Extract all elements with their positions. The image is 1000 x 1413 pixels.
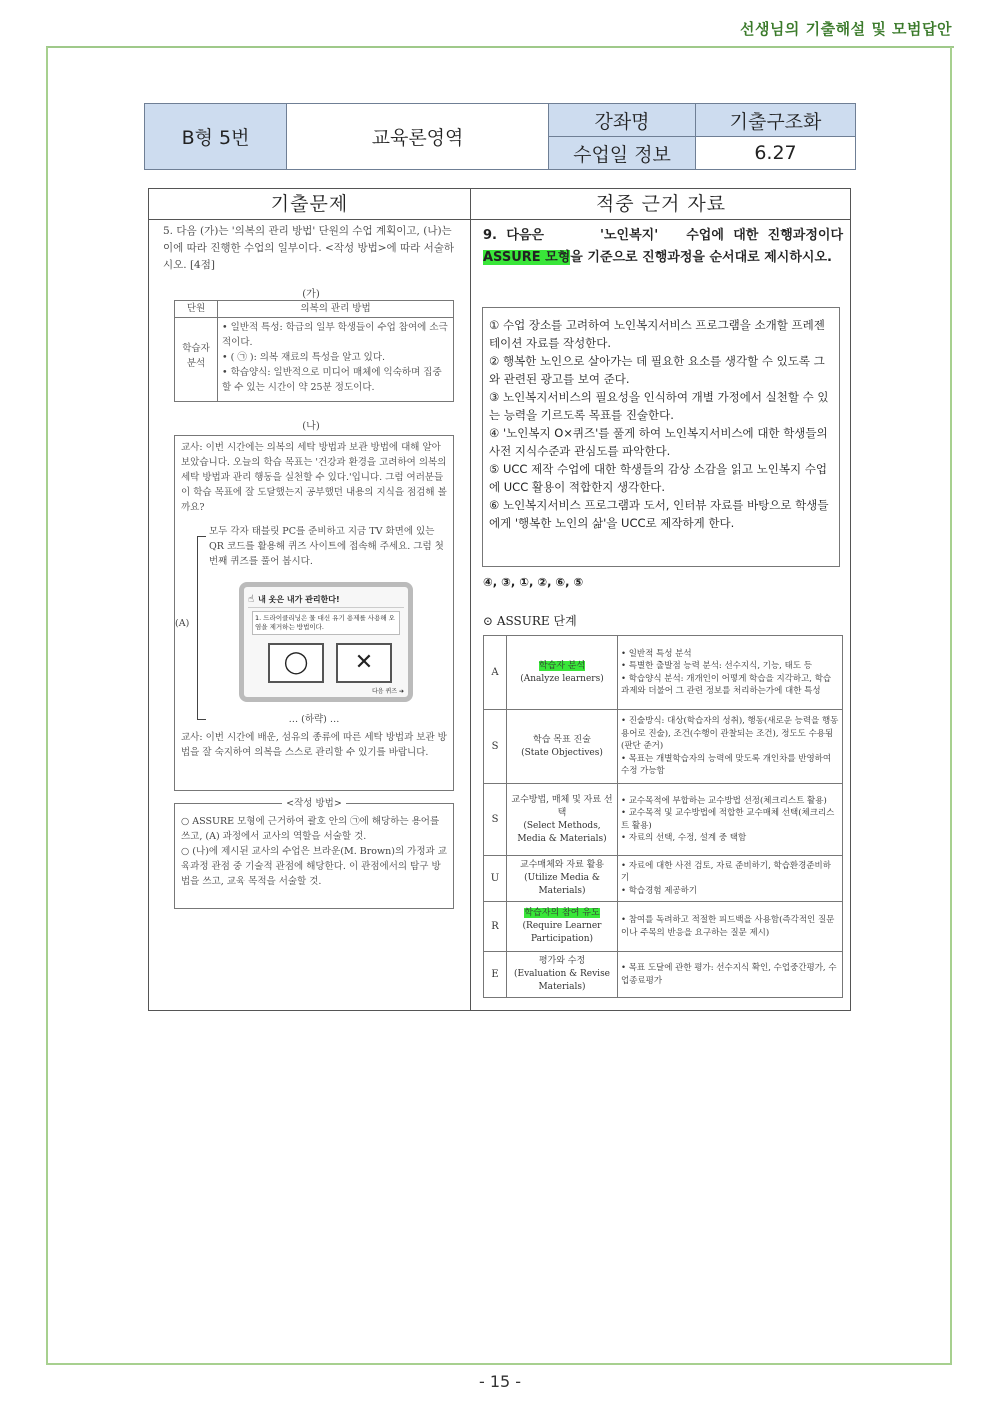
- learner-analysis-header: 학습자 분석: [182, 343, 210, 369]
- assure-letter: E: [484, 952, 507, 998]
- assure-step-english: (Select Methods, Media & Materials): [517, 820, 607, 844]
- assure-step-name: [507, 952, 618, 998]
- assure-step-description: • 일반적 특성 분석 • 특별한 출발점 능력 분석: 선수지식, 기능, 태도 등 • 학습양식 분석: 개개인이 어떻게 학습을 지각하고, 학습과제와 더불어 그 관련 정보를 처리하는가에 대한 특성: [618, 636, 843, 710]
- assure-step-name: [507, 636, 618, 710]
- question-9: [483, 225, 843, 269]
- exam-question-heading: 기출문제: [149, 189, 470, 220]
- assure-step-name: [507, 902, 618, 952]
- assure-row: [484, 952, 843, 998]
- assure-letter: S: [484, 784, 507, 856]
- unit-header: 단원: [175, 301, 218, 318]
- options-box: [482, 307, 840, 567]
- quiz-title-bar: [248, 591, 404, 608]
- date-value: 6.27: [696, 137, 856, 170]
- assure-title: ⊙ ASSURE 단계: [483, 614, 577, 628]
- section-ga-label: (가): [302, 289, 320, 300]
- learner-item: • 일반적 특성: 학급의 일부 학생들이 수업 참여에 소극적이다.: [222, 322, 448, 348]
- assure-step-description: • 진술방식: 대상(학습자의 성취), 행동(새로운 능력을 행동용어로 진술), 조건(수행이 관찰되는 조건), 정도도 수용됨(판단 준거) • 목표는 개별학습자의 능력에 맞도록 개인차를 반영하여 수정 가능함: [618, 710, 843, 784]
- option-item: ④ '노인복지 O×퀴즈'를 풀게 하여 노인복지서비스에 대한 학생들의 사전 지식수준과 관심도를 파악한다.: [489, 426, 828, 458]
- assure-step-description: • 자료에 대한 사전 검토, 자료 준비하기, 학습환경준비하기 • 학습경험 제공하기: [618, 856, 843, 902]
- a-label: (A): [175, 618, 190, 629]
- learner-item: • ( ㉠ ): 의복 재료의 특성을 알고 있다.: [222, 352, 386, 363]
- option-item: ② 행복한 노인으로 살아가는 데 필요한 요소를 생각할 수 있도록 그와 관련된 광고를 보여 준다.: [489, 354, 825, 386]
- assure-row: [484, 636, 843, 710]
- tablet-quiz-screen: [239, 582, 413, 702]
- option-item: ① 수업 장소를 고려하여 노인복지서비스 프로그램을 소개할 프레젠테이션 자료를 작성한다.: [489, 318, 825, 350]
- q9-topic: '노인복지': [600, 228, 659, 243]
- assure-step-english: (Analyze learners): [520, 673, 604, 684]
- assure-row: [484, 856, 843, 902]
- learner-item: • 학습양식: 일반적으로 미디어 매체에 익숙하며 집중할 수 있는 시간이 약 25분 정도이다.: [222, 367, 442, 393]
- q9-number: 9. 다음은: [483, 228, 544, 243]
- writing-method-box: [174, 798, 454, 909]
- option-item: ⑥ 노인복지서비스 프로그램과 도서, 인터뷰 자료를 바탕으로 학생들에게 '행복한 노인의 삶'을 UCC로 제작하게 한다.: [489, 498, 829, 530]
- info-table: [144, 103, 856, 170]
- assure-step-description: • 참여를 독려하고 적절한 피드백을 사용함(즉각적인 질문이나 주목의 반응을 요구하는 질문 제시): [618, 902, 843, 952]
- assure-row: [484, 902, 843, 952]
- page-number: - 15 -: [478, 1372, 522, 1391]
- quiz-o-button[interactable]: ◯: [268, 643, 324, 683]
- evidence-column: [471, 189, 851, 1010]
- quiz-title: 내 옷은 내가 관리한다!: [258, 594, 340, 604]
- quiz-question: 1. 드라이클리닝은 물 대신 유기 용제를 사용해 오염을 제거하는 방법이다.: [252, 611, 400, 635]
- assure-step-english: (Utilize Media & Materials): [524, 873, 600, 896]
- option-item: ⑤ UCC 제작 수업에 대한 학생들의 감상 소감을 읽고 노인복지 수업에 UCC 활용이 적합한지 생각한다.: [489, 462, 827, 494]
- writing-method-items: [181, 814, 447, 889]
- assure-step-korean: 교수방법, 매체 및 자료 선택: [511, 794, 613, 818]
- assure-step-korean: 학습자의 참여 유도: [524, 908, 600, 918]
- evidence-heading: 적중 근거 자료: [471, 189, 851, 220]
- method-item: ○ (나)에 제시된 교사의 수업은 브라운(M. Brown)의 가정과 교육과정 관점 중 기술적 관점에 해당한다. 이 관점에서의 탐구 방법을 쓰고, 교육 목적을 서술할 것.: [181, 846, 447, 887]
- q9-end: 을 기준으로 진행과정을 순서대로 제시하시오.: [570, 250, 832, 265]
- exam-type: B형 5번: [145, 104, 287, 170]
- assure-step-description: • 교수목적에 부합하는 교수방법 선정(체크리스트 활용) • 교수목적 및 교수방법에 적합한 교수매체 선택(체크리스트 활용) • 자료의 선택, 수정, 설계 중 택함: [618, 784, 843, 856]
- method-item: ○ ASSURE 모형에 근거하여 괄호 안의 ㉠에 해당하는 용어를 쓰고, (A) 과정에서 교사의 역할을 서술할 것.: [181, 816, 440, 842]
- assure-table: [483, 635, 843, 998]
- learner-analysis-items: [222, 320, 448, 395]
- a-bracket: [197, 536, 206, 720]
- assure-letter: A: [484, 636, 507, 710]
- thumb-icon: ☝: [248, 593, 255, 605]
- exam-question-column: [149, 189, 471, 1010]
- course-label: 강좌명: [549, 104, 696, 137]
- option-item: ③ 노인복지서비스의 필요성을 인식하여 개별 가정에서 실천할 수 있는 능력을 기르도록 목표를 진술한다.: [489, 390, 829, 422]
- writing-method-title: <작성 방법>: [175, 796, 453, 811]
- assure-step-name: [507, 710, 618, 784]
- q9-highlight: ASSURE 모형: [483, 250, 571, 265]
- answer-sequence: ④, ③, ①, ②, ⑥, ⑤: [483, 575, 584, 589]
- section-na-label: (나): [302, 421, 320, 432]
- page-header-title: 선생님의 기출해설 및 모범답안: [739, 20, 952, 38]
- assure-letter: R: [484, 902, 507, 952]
- assure-step-korean: 학습 목표 진술: [533, 734, 591, 745]
- learner-divider: [217, 318, 218, 401]
- assure-step-korean: 교수매체와 자료 활용: [520, 860, 604, 870]
- unit-value: 의복의 관리 방법: [218, 301, 453, 318]
- comparison-table: [148, 188, 851, 1011]
- assure-row: [484, 710, 843, 784]
- lesson-plan-table: [174, 300, 454, 402]
- quiz-next-button[interactable]: 다음 퀴즈 ➔: [371, 688, 404, 695]
- omitted-text: … (하략) …: [288, 714, 340, 725]
- exam-area: 교육론영역: [287, 104, 549, 170]
- assure-letter: S: [484, 710, 507, 784]
- assure-step-name: [507, 784, 618, 856]
- assure-step-english: (Evaluation & Revise Materials): [513, 969, 611, 992]
- assure-row: [484, 784, 843, 856]
- teacher-dialogue-3: 교사: 이번 시간에 배운, 섬유의 종류에 따른 세탁 방법과 보관 방법을 잘 숙지하여 의복을 스스로 관리할 수 있기를 바랍니다.: [181, 732, 447, 758]
- question-text: 5. 다음 (가)는 '의복의 관리 방법' 단원의 수업 계획이고, (나)는 이에 따라 진행한 수업의 일부이다. <작성 방법>에 따라 서술하시오. [4점]: [163, 225, 455, 271]
- assure-step-english: (State Objectives): [521, 747, 603, 758]
- assure-step-name: [507, 856, 618, 902]
- q9-rest: 수업에 대한 진행과정이다: [686, 228, 844, 243]
- assure-step-english: (Require Learner Participation): [522, 921, 602, 944]
- lesson-dialogue-box: [174, 435, 454, 791]
- quiz-x-button[interactable]: ✕: [336, 643, 392, 683]
- assure-step-korean: 학습자 분석: [538, 660, 586, 671]
- date-label: 수업일 정보: [549, 137, 696, 170]
- course-value: 기출구조화: [696, 104, 856, 137]
- assure-step-description: • 목표 도달에 관한 평가: 선수지식 확인, 수업중간평가, 수업종료평가: [618, 952, 843, 998]
- teacher-dialogue-1: 교사: 이번 시간에는 의복의 세탁 방법과 보관 방법에 대해 알아보았습니다. 오늘의 학습 목표는 '건강과 환경을 고려하여 의복의 세탁 방법과 관리 행동을 실천할 수 있다.'입니다. 그럼 여러분들이 학습 목표에 잘 도달했는지 공부했던 내용의 지식을 점검해 볼까요?: [181, 442, 447, 513]
- assure-step-korean: 평가와 수정: [538, 956, 586, 966]
- assure-letter: U: [484, 856, 507, 902]
- teacher-dialogue-2: 모두 각자 태블릿 PC를 준비하고 지금 TV 화면에 있는 QR 코드를 활용해 퀴즈 사이트에 접속해 주세요. 그럼 첫 번째 퀴즈를 풀어 봅시다.: [209, 526, 444, 567]
